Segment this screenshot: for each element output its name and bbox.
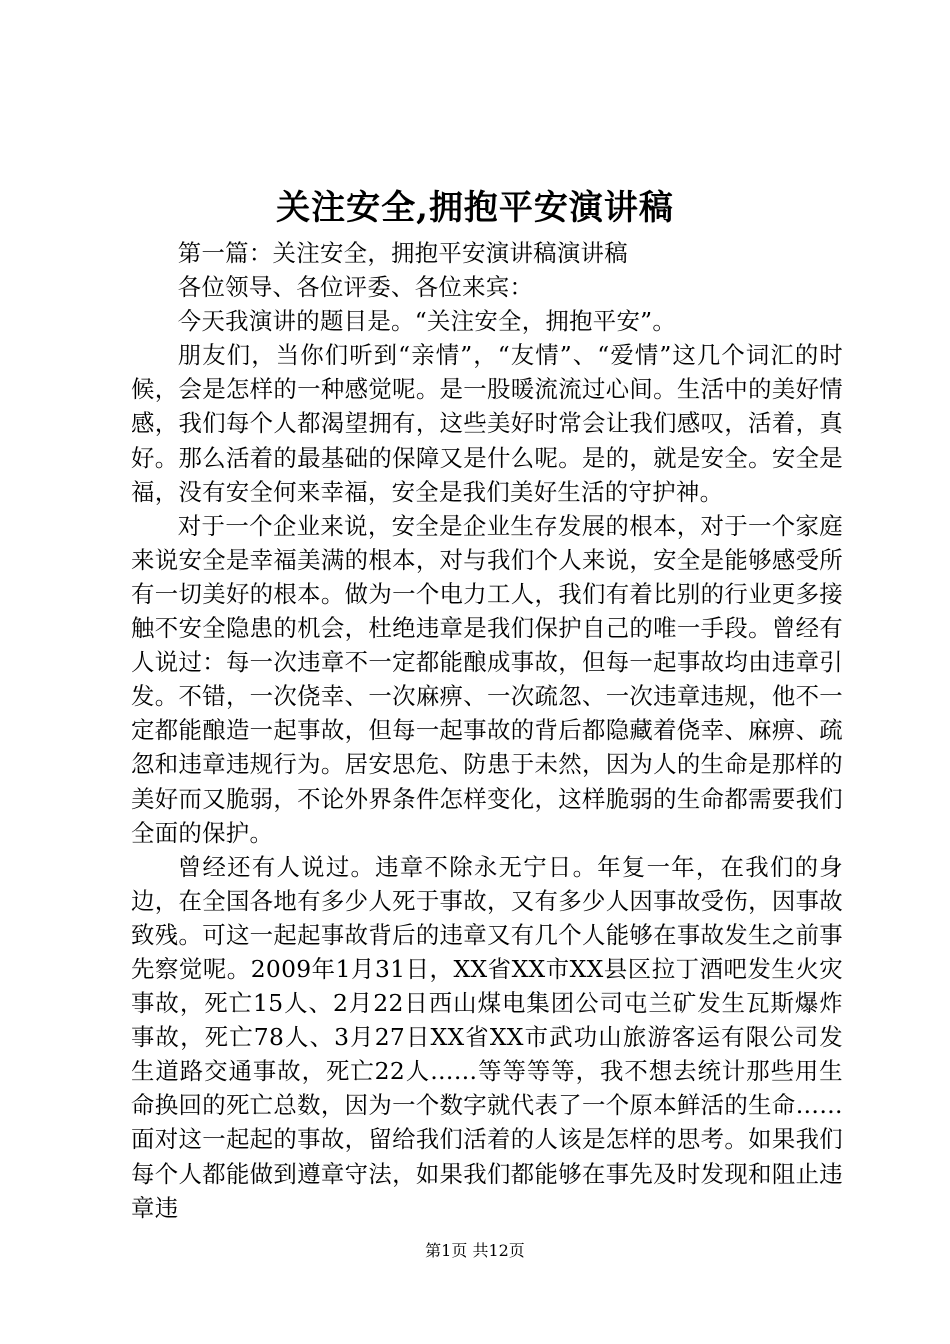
- page-number-footer: 第1页 共12页: [425, 1241, 525, 1260]
- document-title: 关注安全,拥抱平安演讲稿: [276, 188, 674, 228]
- paragraph-heading: 第一篇：关注安全，拥抱平安演讲稿演讲稿: [177, 239, 628, 267]
- paragraph-salutation: 各位领导、各位评委、各位来宾：: [177, 273, 534, 302]
- paragraph: 朋友们，当你们听到“亲情”，“友情”、“爱情”这几个词汇的时候，会是怎样的一种感觉呢。是一股暖流流过心间。生活中的美好情感，我们每个人都渴望拥有，这些美好时常会让我们感叹，活着，真好。那么活着的最基础的保障又是什么呢。是的，就是安全。安全是福，没有安全何来幸福，安全是我们美好生活的守护神。: [131, 341, 843, 506]
- paragraph: 对于一个企业来说，安全是企业生存发展的根本，对于一个家庭来说安全是幸福美满的根本，对与我们个人来说，安全是能够感受所有一切美好的根本。做为一个电力工人，我们有着比别的行业更多接触不安全隐患的机会，杜绝违章是我们保护自己的唯一手段。曾经有人说过：每一次违章不一定都能酿成事故，但每一起事故均由违章引发。不错，一次侥幸、一次麻痹、一次疏忽、一次违章违规，他不一定都能酿造一起事故，但每一起事故的背后都隐藏着侥幸、麻痹、疏忽和违章违规行为。居安思危、防患于未然，因为人的生命是那样的美好而又脆弱，不论外界条件怎样变化，这样脆弱的生命都需要我们全面的保护。: [131, 511, 843, 847]
- document-body: [131, 236, 843, 1225]
- paragraph-topic: 今天我演讲的题目是。“关注安全，拥抱平安”。: [177, 307, 677, 336]
- paragraph: 曾经还有人说过。违章不除永无宁日。年复一年，在我们的身边，在全国各地有多少人死于事故，又有多少人因事故受伤，因事故致残。可这一起起事故背后的违章又有几个人能够在事故发生之前事先察觉呢。2009年1月31日，XX省XX市XX县区拉丁酒吧发生火灾事故，死亡15人、2月22日西山煤电集团公司屯兰矿发生瓦斯爆炸事故，死亡78人、3月27日XX省XX市武功山旅游客运有限公司发生道路交通事故，死亡22人……等等等等，我不想去统计那些用生命换回的死亡总数，因为一个数字就代表了一个原本鲜活的生命……面对这一起起的事故，留给我们活着的人该是怎样的思考。如果我们每个人都能做到遵章守法，如果我们都能够在事先及时发现和阻止违章违: [131, 852, 843, 1222]
